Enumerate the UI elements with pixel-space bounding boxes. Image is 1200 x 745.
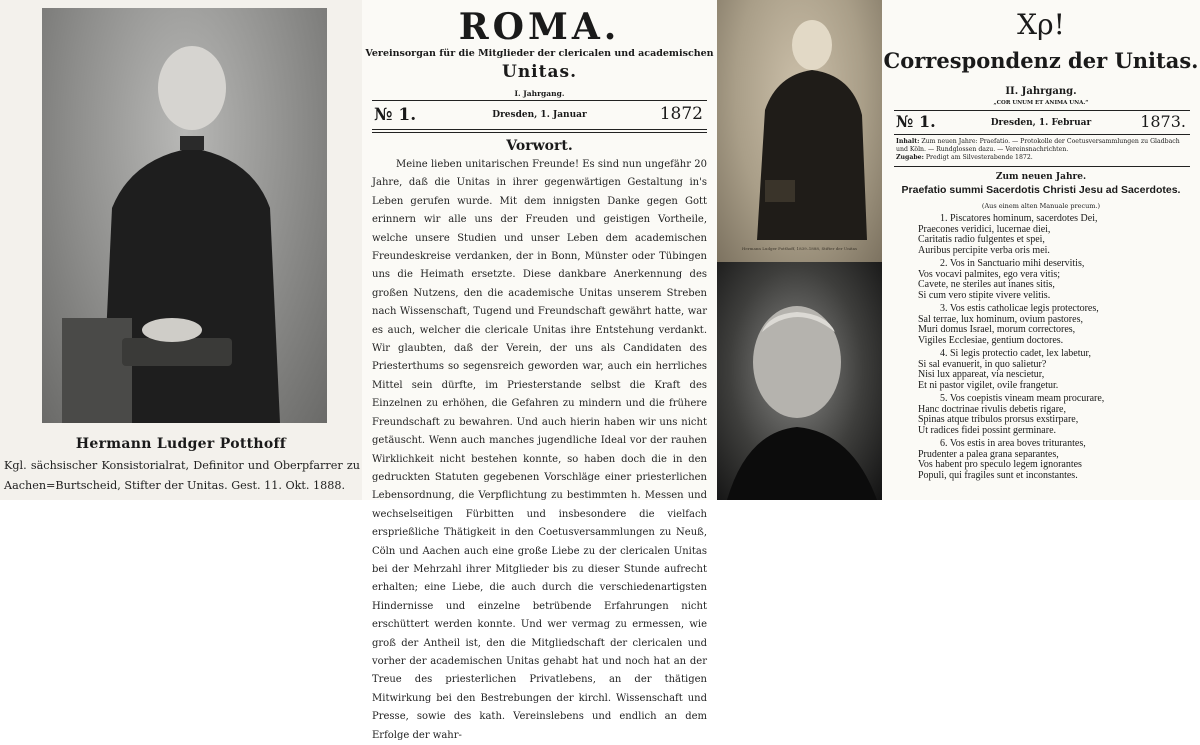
poem-line: 2. Vos in Sanctuario mihi deservitis, (940, 258, 1085, 269)
poem-line: 1. Piscatores hominum, sacerdotes Dei, (940, 213, 1098, 224)
roma-subtitle: Vereinsorgan für die Mitglieder der clericalen und academischen (365, 48, 714, 59)
poem-line: Hanc doctrinae rivulis debetis rigare, (918, 403, 1066, 415)
poem-line: Nisi lux appareat, via nescietur, (918, 369, 1045, 380)
roma-year-label: I. Jahrgang. (514, 89, 565, 98)
poem-stanza (918, 304, 1188, 346)
portrait-panel (0, 0, 362, 500)
correspondenz-title: Correspondenz der Unitas. (883, 48, 1199, 73)
correspondenz-rule-bottom (894, 166, 1190, 167)
roma-heading: Vorwort. (506, 138, 573, 154)
seated-priest-figure (717, 0, 882, 262)
correspondenz-source-note: (Aus einem alten Manuale precum.) (981, 202, 1101, 210)
poem-line: Si cum vero stipite vivere velitis. (918, 289, 1051, 301)
poem-line: Auribus percipite verba oris mei. (918, 244, 1050, 256)
correspondenz-date: Dresden, 1. Februar (990, 118, 1092, 128)
poem-line: Vos vocavi palmites, ego vera vitis; (918, 268, 1061, 280)
photo-seated-priest (717, 0, 882, 262)
poem-line: Prudenter a palea grana separantes, (918, 448, 1059, 460)
roma-issue-number: № 1. (374, 105, 417, 125)
poem-line: Spinas atque tribulos prorsus exstirpare, (918, 414, 1079, 425)
roma-rule-top (372, 100, 707, 101)
roma-rule-bottom-2 (372, 132, 707, 133)
correspondenz-motto: „COR UNUM ET ANIMA UNA.“ (993, 100, 1089, 106)
roma-masthead: ROMA. (458, 6, 621, 48)
portrait-description: Kgl. sächsischer Konsistorialrat, Definitor und Oberpfarrer zu Aachen=Burtscheid, Stifter der Unitas. Gest. 11. Okt. 1888. (4, 459, 360, 492)
contents-label: Inhalt: (896, 138, 920, 145)
poem-line: Si sal evanuerit, in quo salietur? (918, 358, 1047, 370)
roma-subtitle-unitas: Unitas. (502, 62, 577, 82)
roma-year: 1872 (659, 104, 703, 124)
elderly-portrait-figure (717, 262, 882, 500)
correspondenz-rule-mid (894, 134, 1190, 135)
roma-rule-bottom (372, 129, 707, 130)
portrait-photo (42, 8, 327, 423)
poem-line: 5. Vos coepistis vineam meam procurare, (940, 393, 1105, 404)
photo-elderly-portrait (717, 262, 882, 500)
correspondenz-panel (882, 0, 1200, 500)
photos-panel (717, 0, 882, 500)
correspondenz-contents (896, 138, 1190, 162)
roma-newspaper-panel (362, 0, 717, 741)
correspondenz-year-label: II. Jahrgang. (1005, 86, 1077, 97)
correspondenz-issue-number: № 1. (896, 112, 936, 131)
poem-line: Ut radices fidei possint germinare. (918, 424, 1057, 436)
roma-body-text: Meine lieben unitarischen Freunde! Es sind nun ungefähr 20 Jahre, daß die Unitas in ihrer gegenwärtigen Gestaltung in's Leben gerufen wurde. Mit dem innigsten Danke gegen Gott erinnern wir alle uns der Freuden und geistigen Vortheile, welche unsere Studien und unser Leben dem academischen Freundeskreise verdanken, der in Bonn, Münster oder Tübingen uns die Heimath ersetzte. Diese dankbare Anerkennung des großen Nutzens, den die academische Unitas unserem Streben nach Wissenschaft, Tugend und Freundschaft gewährt hatte, war es auch, welcher die clericale Unitas ihre Entstehung verdankt. Wir glaubten, daß der Verein, der uns als Candidaten des Priesterthums so segensreich geworden war, auch ein herrliches Mittel sein dürfte, im Priesterstande selbst die Kraft des Einzelnen zu erhöhen, die Gefahren zu mindern und die frühere Freundschaft zu bewahren. Und auch hierin haben wir uns nicht getäuscht. Wenn auch manches jugendliche Ideal vor der rauhen Wirklichkeit nicht bestehen konnte, so haben doch die in den gedruckten Statuten gegebenen Vorschläge einer priesterlichen Lebensordnung, die Verpflichtung zu bestimmten h. Messen und wechselseitigen Fürbitten und insbesondere die vielfach ersprießliche Thätigkeit in den Coetusversammlungen zu Neuß, Cöln und Aachen auch eine große Liebe zu der clericalen Unitas bei der Mehrzahl ihrer Mitglieder bis zu dieser Stunde aufrecht erhalten; eine Liebe, die auch durch die verschiedenartigsten Hindernisse und einzelne betrübende Erfahrungen nicht erschüttert werden konnte. Und wer vermag zu ermessen, wie groß der Antheil ist, den die Mitgliedschaft der clericalen und vorher der academischen Unitas gehabt hat und noch hat an der Treue des priesterlichen Privatlebens, an der thätigen Mitwirkung bei den Bestrebungen der kirchl. Wissenschaft und Presse, sowie des kath. Vereinslebens und endlich an dem Erfolge der wahr- (372, 159, 707, 741)
poem-line: 4. Si legis protectio cadet, lex labetur, (940, 348, 1091, 359)
poem-line: Et ni pastor vigilet, ovile frangetur. (918, 379, 1059, 391)
poem-line: Vos habent pro speculo legem ignorantes (918, 459, 1082, 470)
poem-stanza (918, 439, 1188, 481)
correspondenz-heading: Zum neuen Jahre. (995, 172, 1087, 182)
photo-seated-caption: Hermann Ludger Potthoff, 1839–1888, Stifter der Unitas (741, 246, 858, 251)
poem-stanza (918, 394, 1188, 436)
poem-line: Muri domus Israel, morum correctores, (918, 324, 1076, 335)
correspondenz-subheading: Praefatio summi Sacerdotis Christi Jesu ad Sacerdotes. (901, 184, 1181, 196)
poem-line: Cavete, ne steriles aut inanes sitis, (918, 279, 1055, 290)
poem-line: 3. Vos estis catholicae legis protectores, (940, 303, 1099, 314)
poem-line: Caritatis radio fulgentes et spei, (918, 234, 1045, 245)
chi-rho-heading: Χρ! (1017, 8, 1065, 41)
poem-line: Sal terrae, lux hominum, ovium pastores, (918, 313, 1083, 325)
supplement-text: Predigt am Silvesterabende 1872. (925, 154, 1033, 161)
contents-text: Zum neuen Jahre: Praefatio. — Protokolle der Coetusversammlungen zu Gladbach und Köln. — Rundglossen dazu. — Vereinsnachrichten. (896, 138, 1180, 153)
poem-stanza (918, 214, 1188, 256)
poem-stanza (918, 259, 1188, 301)
poem-stanza (918, 349, 1188, 391)
correspondenz-year: 1873. (1140, 112, 1186, 131)
correspondenz-rule-top (894, 110, 1190, 111)
supplement-label: Zugabe: (896, 154, 924, 161)
poem-stanzas (918, 214, 1188, 484)
poem-line: Vigiles Ecclesiae, gentium doctores. (918, 334, 1064, 346)
roma-date: Dresden, 1. Januar (492, 110, 587, 120)
poem-line: Populi, qui fragiles sunt et inconstantes. (918, 469, 1078, 481)
poem-line: Praecones veridici, lucernae diei, (918, 223, 1051, 235)
poem-line: 6. Vos estis in area boves triturantes, (940, 438, 1086, 449)
portrait-figure (42, 8, 327, 423)
portrait-name: Hermann Ludger Potthoff (75, 436, 287, 452)
